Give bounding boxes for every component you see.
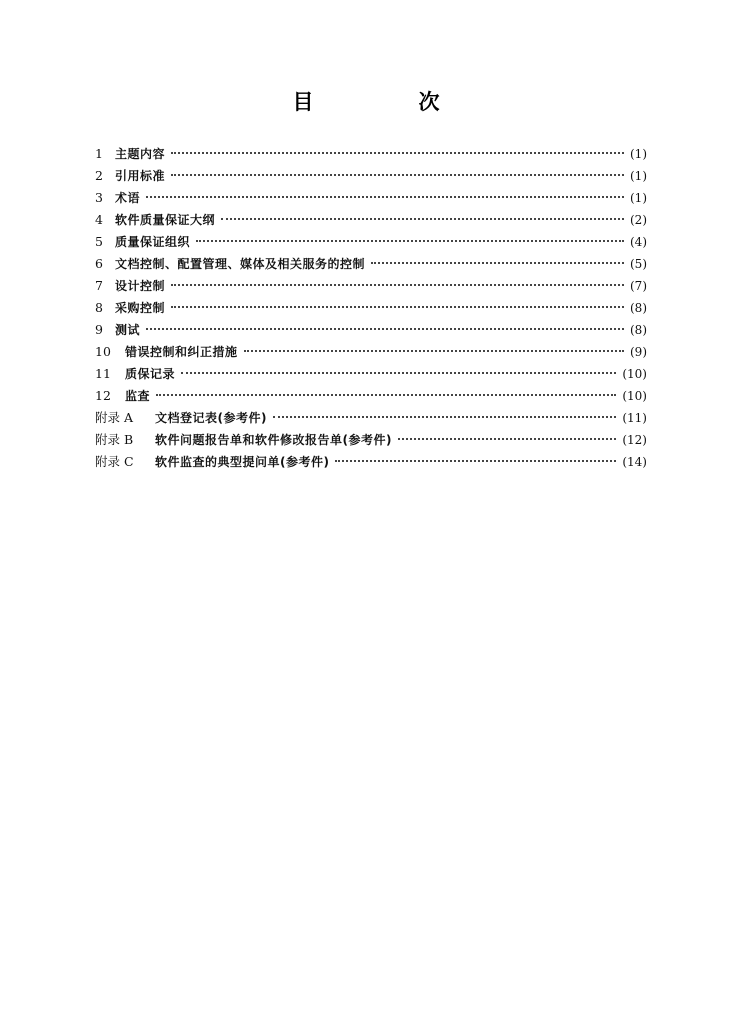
toc-entry-title: 软件监查的典型提问单(参考件) [155,455,330,469]
toc-entry-title: 文档控制、配置管理、媒体及相关服务的控制 [115,257,366,271]
table-of-contents [95,143,647,473]
dot-leader [146,328,624,330]
toc-entry-number: 2 [95,168,103,183]
toc-entry-page: (4) [630,235,647,249]
dot-leader [244,350,624,352]
toc-entry [95,275,647,297]
toc-entry-number: 6 [95,256,103,271]
toc-entry [95,341,647,363]
toc-entry-page: (12) [622,433,647,447]
dot-leader [171,152,624,154]
toc-entry [95,407,647,429]
toc-entry-page: (9) [630,345,647,359]
toc-entry-title: 引用标准 [115,169,166,183]
dot-leader [371,262,624,264]
dot-leader [171,306,624,308]
toc-entry-number: 附录 B [95,432,134,447]
dot-leader [156,394,616,396]
toc-entry-number: 8 [95,300,103,315]
toc-entry [95,297,647,319]
toc-entry [95,363,647,385]
toc-entry-title: 软件问题报告单和软件修改报告单(参考件) [155,433,392,447]
toc-entry-number: 9 [95,322,103,337]
toc-entry-page: (14) [622,455,647,469]
toc-entry-page: (11) [622,411,647,425]
toc-entry [95,187,647,209]
toc-entry-page: (10) [622,389,647,403]
toc-entry [95,143,647,165]
toc-entry-number: 5 [95,234,103,249]
dot-leader [221,218,624,220]
toc-entry-page: (1) [630,191,647,205]
toc-entry-page: (2) [630,213,647,227]
dot-leader [181,372,616,374]
toc-entry-title: 文档登记表(参考件) [155,411,267,425]
toc-entry-title: 测试 [115,323,141,337]
toc-entry-number: 7 [95,278,103,293]
toc-entry-title: 错误控制和纠正措施 [125,345,238,359]
toc-entry-page: (1) [630,147,647,161]
dot-leader [171,174,624,176]
toc-entry-title: 质量保证组织 [115,235,191,249]
toc-entry-page: (8) [630,301,647,315]
toc-entry [95,231,647,253]
dot-leader [146,196,624,198]
dot-leader [171,284,624,286]
toc-entry-title: 监查 [125,389,151,403]
toc-entry-title: 术语 [115,191,141,205]
toc-entry-title: 采购控制 [115,301,166,315]
toc-entry-number: 10 [95,344,111,359]
toc-entry [95,385,647,407]
dot-leader [196,240,624,242]
toc-entry-number: 3 [95,190,103,205]
toc-entry-page: (7) [630,279,647,293]
dot-leader [273,416,616,418]
toc-entry-number: 11 [95,366,111,381]
dot-leader [398,438,616,440]
toc-entry [95,209,647,231]
toc-entry-page: (5) [630,257,647,271]
toc-entry [95,451,647,473]
toc-entry-page: (10) [622,367,647,381]
toc-entry-title: 设计控制 [115,279,166,293]
toc-entry-title: 质保记录 [125,367,176,381]
toc-entry [95,319,647,341]
toc-entry [95,165,647,187]
toc-entry-number: 1 [95,146,103,161]
toc-entry [95,429,647,451]
toc-entry-number: 附录 C [95,454,134,469]
toc-entry-number: 附录 A [95,410,134,425]
toc-title: 目 次 [292,90,482,114]
toc-entry [95,253,647,275]
toc-entry-page: (1) [630,169,647,183]
dot-leader [335,460,616,462]
toc-entry-number: 12 [95,388,111,403]
toc-entry-title: 软件质量保证大纲 [115,213,216,227]
toc-entry-page: (8) [630,323,647,337]
toc-entry-title: 主题内容 [115,147,166,161]
toc-entry-number: 4 [95,212,103,227]
